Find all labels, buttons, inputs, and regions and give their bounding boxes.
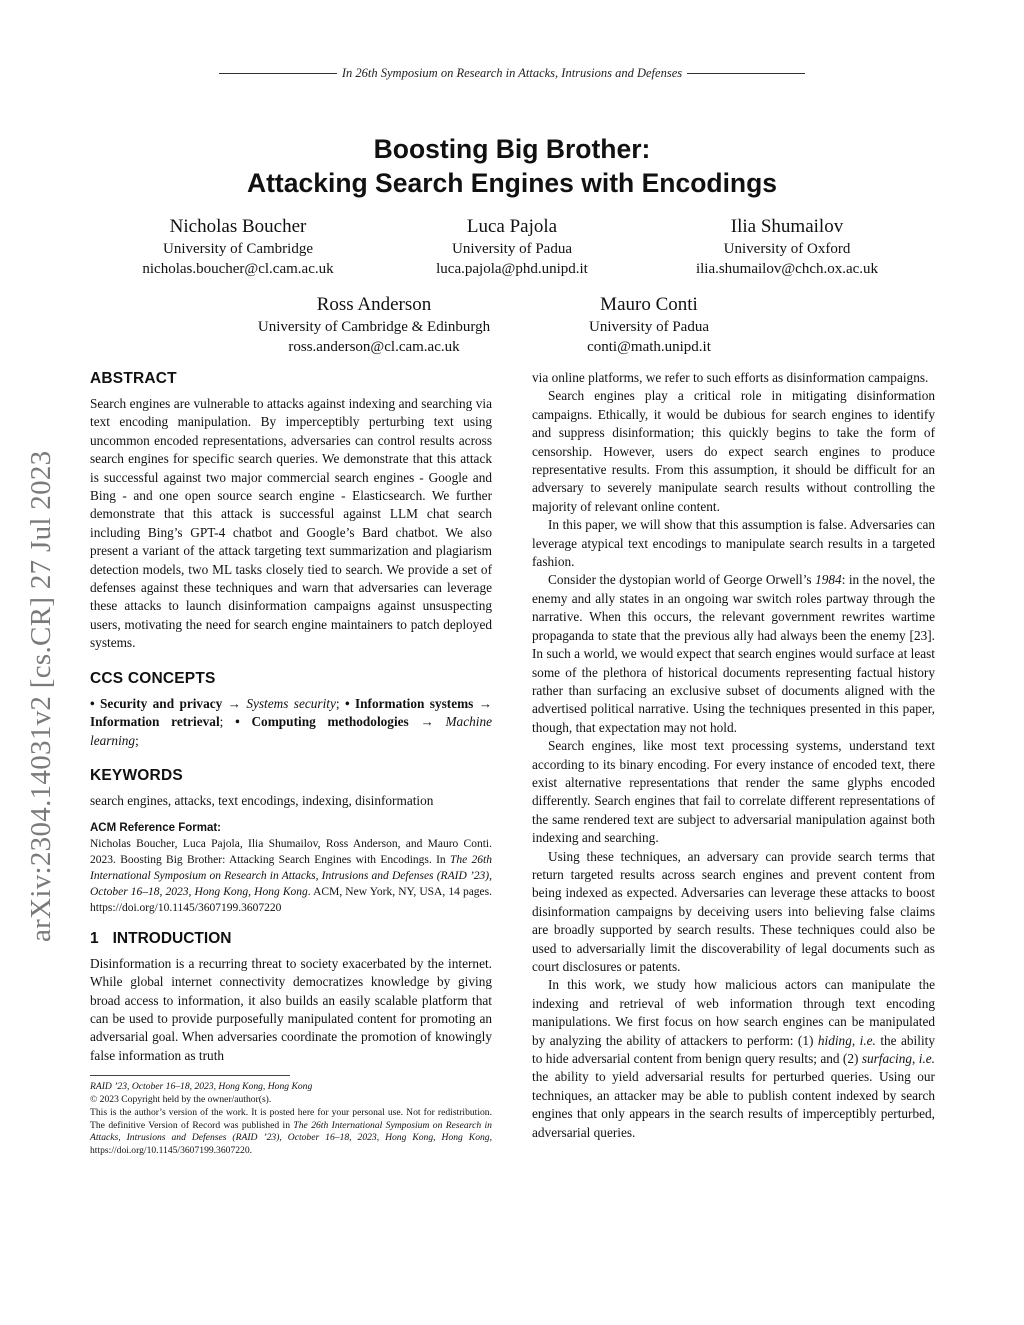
abstract-heading: ABSTRACT: [90, 370, 177, 387]
text-run: Consider the dystopian world of George Orwell’s: [548, 572, 816, 588]
venue-rule-right: [687, 73, 805, 74]
abbrev: i.e.: [918, 1051, 935, 1067]
author-affiliation: University of Padua: [452, 241, 572, 257]
author-email[interactable]: conti@math.unipd.it: [587, 339, 711, 355]
paragraph: Using these techniques, an adversary can provide search terms that return targeted results across search engines and prevent content from being indexed as expected. Adversaries can leverage these attacks to boost disinformation campaigns by deceiving users into believing false claims are broadly supported by search results. These techniques could also be used to adversarially limit the discoverability of legal documents such as court disclosures or patents.: [532, 848, 935, 974]
author-email[interactable]: ilia.shumailov@chch.ox.ac.uk: [695, 261, 879, 277]
notice-venue: The 26th International Symposium on Research in Attacks, Intrusions and Defenses (RAID ’23), October 16–18, 2023, Hong Kong, Hong Kong: [90, 1119, 492, 1144]
author-name: Nicholas Boucher: [169, 216, 307, 237]
acm-tail: . ACM, New York, NY, USA, 14 pages. https://doi.org/10.1145/3607199.3607220: [90, 886, 493, 915]
section-title: INTRODUCTION: [112, 930, 232, 948]
author-affiliation: University of Oxford: [723, 241, 851, 257]
venue-header: [0, 66, 1024, 81]
section-number: 1: [90, 930, 99, 948]
separator: ;: [335, 695, 345, 711]
venue-rule-left: [219, 73, 337, 74]
author-block: [224, 292, 524, 357]
keywords-heading: KEYWORDS: [90, 766, 183, 784]
author-email[interactable]: ross.anderson@cl.cam.ac.uk: [288, 339, 460, 355]
keywords-text: search engines, attacks, text encodings, indexing, disinformation: [90, 792, 434, 808]
paragraph: via online platforms, we refer to such efforts as disinformation campaigns.: [532, 370, 929, 385]
text-run: In this work, we study how malicious actors can manipulate the indexing and retrieval of web information through text encoding manipulations. We first focus on how search engines can be manipulated by analyzing the ability of attackers to perform: (1): [532, 977, 935, 1048]
term: hiding: [817, 1032, 852, 1048]
footnote-copyright: © 2023 Copyright held by the owner/author(s).: [90, 1093, 272, 1105]
paragraph: Search engines, like most text processing systems, understand text according to its binary encoding. For every instance of encoded text, there exist alternative representations that render the same glyphs encoded differently. Search engines that fail to correlate different representations of the same rendered text are subject to adversarial manipulation against both indexing and searching.: [532, 738, 935, 846]
paper-title: [0, 132, 1024, 200]
author-name: Luca Pajola: [466, 216, 558, 237]
author-affiliation: University of Cambridge: [163, 241, 313, 257]
author-block: [88, 214, 388, 279]
author-name: Ross Anderson: [316, 294, 432, 315]
term: surfacing: [861, 1051, 913, 1067]
notice-text: This is the author’s version of the work. It is posted here for your personal use. Not for redistribution. The definitive Version of Record was published in: [90, 1106, 492, 1131]
venue-text: In 26th Symposium on Research in Attacks, Intrusions and Defenses: [341, 66, 683, 80]
right-column: [532, 369, 935, 1142]
footnote-notice: [90, 1107, 492, 1158]
author-block: [499, 292, 799, 357]
footnote: [90, 1081, 492, 1158]
author-block: [637, 214, 937, 279]
text-run: : in the novel, the enemy and ally states in an ongoing war switch roles partway through the narrative. When this occurs, the relevant government rewrites wartime propaganda to state that the previous ally had always been the enemy [23]. In such a world, we would expect that search engines would surface at least some of the plethora of historical documents representing factual history rather than surfacing an exclusive subset of documents aligned with the advertised political narrative. Using the techniques presented in this paper, though, that expectation may not hold.: [532, 572, 935, 735]
ccs-heading: CCS CONCEPTS: [90, 669, 216, 687]
separator: ;: [219, 714, 236, 730]
arrow: →: [408, 714, 446, 730]
abstract-text: Search engines are vulnerable to attacks against indexing and searching via text encoding manipulation. By imperceptibly perturbing text using uncommon encoded representations, adversaries can control results across search engines for specific search queries. We demonstrate that this attack is successful against two major commercial search engines - Google and Bing - and one open source search engine - Elasticsearch. We further demonstrate that this attack is successful against LLM chat search including Bing’s GPT-4 chatbot and Google’s Bard chatbot. We also present a variant of the attack targeting text summarization and plagiarism detection models, two ML tasks closely tied to search. We provide a set of defenses against these techniques and warn that adversaries can leverage these attacks to launch disinformation campaigns against unsuspecting users, motivating the need for search engine maintainers to patch deployed systems.: [90, 396, 492, 651]
ccs-sub: Machine learning: [90, 714, 492, 748]
ccs-item: Information retrieval: [90, 714, 220, 730]
separator: ;: [135, 732, 139, 748]
book-title: 1984: [815, 572, 842, 588]
arrow: →: [222, 695, 247, 711]
acm-venue: The 26th International Symposium on Research in Attacks, Intrusions and Defenses (RAID ’23), October 16–18, 2023, Hong Kong, Hong Kong: [90, 854, 492, 899]
intro-paragraph: Disinformation is a recurring threat to society exacerbated by the internet. While global internet connectivity democratizes knowledge by giving broad access to information, it also builds an easily scalable platform that can be used to provide purposefully manipulated content for promoting an adversarial goal. When adversaries coordinate the promotion of knowingly false information as truth: [90, 955, 492, 1063]
acm-reference: [90, 836, 492, 916]
footnote-rule: [90, 1075, 290, 1076]
ccs-item: • Information systems: [344, 695, 474, 711]
notice-doi: , https://doi.org/10.1145/3607199.3607220.: [90, 1132, 492, 1157]
paragraph: Search engines play a critical role in mitigating disinformation campaigns. Ethically, it would be dubious for search engines to identify and suppress disinformation; this quickly begins to take the form of censorship. However, users do expect search engines to produce representative results. From this assumption, it should be difficult for an adversary to severely manipulate search results without controlling the majority of relevant online content.: [532, 388, 935, 514]
text-run: the ability to hide adversarial content from benign query results; and (2): [532, 1032, 935, 1067]
ccs-item: • Security and privacy: [90, 695, 223, 711]
ccs-item: • Computing methodologies: [235, 714, 409, 730]
paragraph: In this work, we study how malicious actors can manipulate the indexing and retrieval of web information through text encoding manipulations. We first focus on how search engines can be manipulated by analyzing the ability of attackers to perform: (1) hiding, i.e. the ability to hide adversarial content from benign query results; and (2) surfacing, i.e. the ability to yield adversarial results for perturbed queries. Using our techniques, an attacker may be able to publish content indexed by search engines that only appears in the search results of imperceptibly perturbed, adversarial queries.: [532, 977, 935, 1140]
paragraph: In this paper, we will show that this assumption is false. Adversaries can leverage atypical text encodings to manipulate search results in a targeted fashion.: [532, 517, 935, 570]
paragraph: [532, 571, 935, 737]
ccs-sub: Systems security: [246, 695, 336, 711]
title-line-1: Boosting Big Brother:: [373, 134, 651, 164]
arxiv-stamp: arXiv:2304.14031v2 [cs.CR] 27 Jul 2023: [25, 450, 57, 942]
author-name: Mauro Conti: [600, 294, 698, 315]
text-run: the ability to yield adversarial results for perturbed queries. Using our techniques, an attacker may be able to publish content indexed by search engines that only appears in the search results of imperceptibly perturbed, adversarial queries.: [532, 1069, 935, 1140]
author-affiliation: University of Cambridge & Edinburgh: [257, 319, 491, 335]
author-email[interactable]: luca.pajola@phd.unipd.it: [436, 261, 588, 277]
author-name: Ilia Shumailov: [730, 216, 844, 237]
author-email[interactable]: nicholas.boucher@cl.cam.ac.uk: [142, 261, 334, 277]
ccs-concepts: [90, 695, 492, 750]
arrow: →: [473, 695, 493, 711]
introduction-heading: [90, 930, 492, 948]
acm-reference-heading: ACM Reference Format:: [90, 822, 221, 835]
acm-authors: Nicholas Boucher, Luca Pajola, Ilia Shumailov, Ross Anderson, and Mauro Conti. 2023. Boosting Big Brother: Attacking Search Engines with Encodings. In: [90, 838, 492, 867]
abbrev: i.e.: [859, 1032, 876, 1048]
author-block: [362, 214, 662, 279]
title-line-2: Attacking Search Engines with Encodings: [246, 168, 778, 198]
left-column: [90, 369, 492, 1158]
author-affiliation: University of Padua: [589, 319, 709, 335]
footnote-venue: RAID ’23, October 16–18, 2023, Hong Kong, Hong Kong: [90, 1081, 313, 1093]
